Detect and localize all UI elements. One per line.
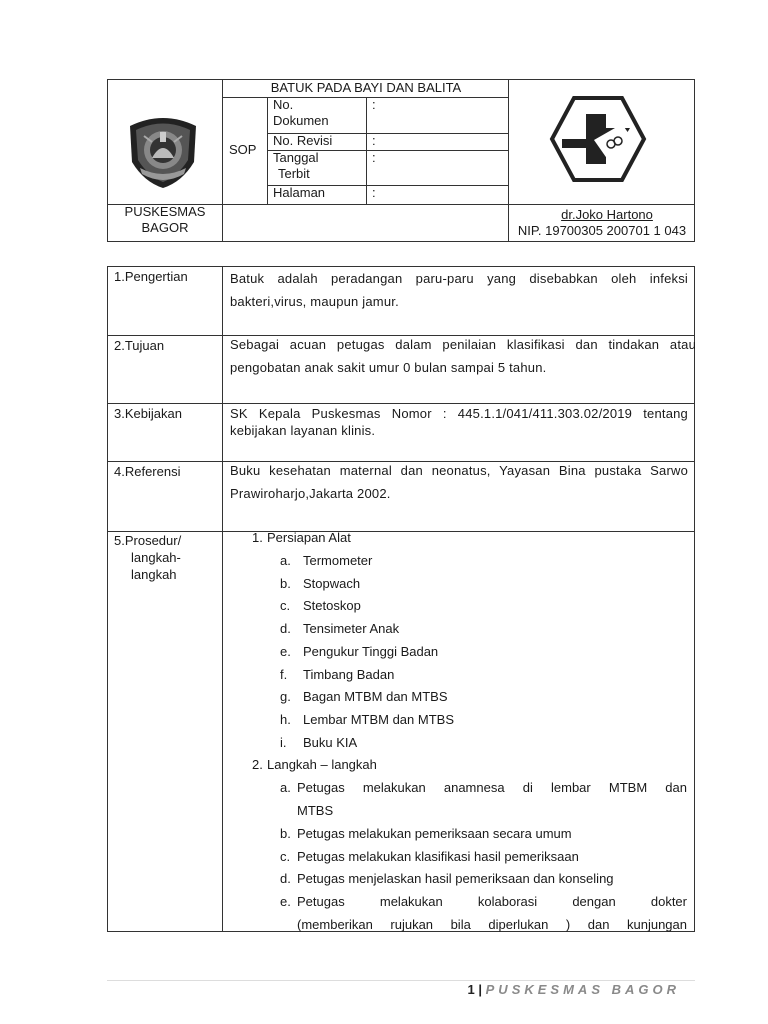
- section-label-pengertian: 1.Pengertian: [114, 269, 188, 284]
- list-item-text-line1: Petugas melakukan anamnesa di lembar MTBM dan: [297, 780, 687, 795]
- list-item-text: Bagan MTBM dan MTBS: [303, 689, 448, 705]
- footer-separator: |: [478, 982, 483, 997]
- list-marker: h.: [280, 711, 291, 727]
- procedure-step2-item: [280, 871, 687, 891]
- list-item-text-line2: (memberikan rujukan bila diperlukan ) dan kunjungan: [297, 917, 687, 933]
- footer-brand: PUSKESMAS BAGOR: [485, 982, 680, 997]
- field-no-dokumen-label: No. Dokumen: [273, 97, 329, 128]
- field-halaman-label: Halaman: [273, 185, 326, 200]
- section-label-referensi: 4.Referensi: [114, 464, 181, 479]
- section-text-kebijakan: SK Kepala Puskesmas Nomor : 445.1.1/041/411.303.02/2019 tentang kebijakan layanan klinis.: [230, 406, 688, 438]
- section-label-prosedur: 5.Prosedur/ langkah- langkah: [114, 533, 182, 582]
- procedure-step1-item: [280, 621, 687, 641]
- page-footer: [468, 982, 680, 997]
- list-item-text: Stopwach: [303, 575, 361, 591]
- field-halaman-colon: :: [372, 185, 376, 200]
- organization-name: PUSKESMAS BAGOR: [124, 204, 206, 235]
- section-text-referensi: Buku kesehatan maternal dan neonatus, Yayasan Bina pustaka Sarwo Prawiroharjo,Jakarta 2002.: [230, 463, 688, 501]
- field-no-revisi-colon: :: [372, 133, 376, 148]
- list-marker: i.: [280, 734, 287, 750]
- procedure-step1-item: [280, 576, 687, 596]
- puskesmas-logo: [548, 94, 648, 184]
- list-marker: e.: [280, 894, 291, 910]
- list-marker: a.: [280, 780, 291, 795]
- list-marker: f.: [280, 666, 288, 682]
- procedure-step2-item: [280, 894, 687, 933]
- list-marker: c.: [280, 598, 291, 614]
- procedure-step2-item: [280, 826, 687, 846]
- section-label-kebijakan: 3.Kebijakan: [114, 406, 182, 421]
- list-marker: c.: [280, 848, 291, 864]
- signer-name: dr.Joko Hartono: [561, 207, 653, 222]
- list-item-text: Timbang Badan: [303, 666, 395, 682]
- section-text-pengertian: Batuk adalah peradangan paru-paru yang disebabkan oleh infeksi bakteri,virus, maupun jamur.: [230, 271, 688, 309]
- procedure-step1-item: [280, 712, 687, 732]
- list-marker: g.: [280, 689, 291, 705]
- list-marker: b.: [280, 575, 291, 591]
- list-marker: b.: [280, 826, 291, 841]
- list-item-text: Stetoskop: [303, 598, 361, 614]
- document-title: BATUK PADA BAYI DAN BALITA: [270, 80, 462, 95]
- section-label-tujuan: 2.Tujuan: [114, 338, 165, 353]
- list-item-text: Lembar MTBM dan MTBS: [303, 711, 454, 727]
- procedure-step1-item: [280, 735, 687, 755]
- list-marker: a.: [280, 553, 291, 568]
- list-item-text: Pengukur Tinggi Badan: [303, 643, 439, 659]
- procedure-step-1: 1. Persiapan Alat: [252, 530, 351, 545]
- list-item-text-line2: MTBS: [297, 803, 334, 818]
- signer-nip: NIP. 19700305 200701 1 043: [517, 223, 687, 238]
- procedure-step1-item: [280, 553, 687, 573]
- page-number: 1: [467, 982, 475, 997]
- list-item-text-line1: Petugas melakukan kolaborasi dengan dokter: [297, 894, 687, 910]
- list-item-text: Termometer: [303, 553, 373, 568]
- field-tanggal-terbit-label: Tanggal Terbit: [273, 150, 319, 181]
- field-tanggal-terbit-colon: :: [372, 150, 376, 165]
- list-item-text: Petugas melakukan pemeriksaan secara umum: [297, 826, 572, 841]
- list-item-text: Tensimeter Anak: [303, 621, 400, 637]
- list-item-text: Buku KIA: [303, 734, 358, 750]
- field-no-revisi-label: No. Revisi: [273, 133, 333, 148]
- procedure-step1-item: [280, 644, 687, 664]
- field-no-dokumen-colon: :: [372, 97, 376, 112]
- section-text-tujuan: Sebagai acuan petugas dalam penilaian klasifikasi dan tindakan atau pengobatan anak sakit umur 0 bulan sampai 5 tahun.: [230, 337, 696, 375]
- regency-emblem-logo: [122, 108, 204, 190]
- procedure-step2-item: [280, 780, 687, 818]
- list-marker: e.: [280, 643, 291, 659]
- list-item-text: Petugas menjelaskan hasil pemeriksaan dan konseling: [297, 871, 614, 887]
- procedure-step1-item: [280, 689, 687, 709]
- procedure-step-2: 2. Langkah – langkah: [252, 757, 377, 772]
- procedure-step2-item: [280, 849, 687, 869]
- list-marker: d.: [280, 871, 291, 887]
- sop-header-table: [107, 79, 695, 242]
- list-item-text: Petugas melakukan klasifikasi hasil pemeriksaan: [297, 848, 579, 864]
- footer-divider: [107, 980, 695, 981]
- procedure-step1-item: [280, 667, 687, 687]
- procedure-step1-item: [280, 598, 687, 618]
- list-marker: d.: [280, 621, 291, 637]
- sop-label: SOP: [229, 142, 257, 157]
